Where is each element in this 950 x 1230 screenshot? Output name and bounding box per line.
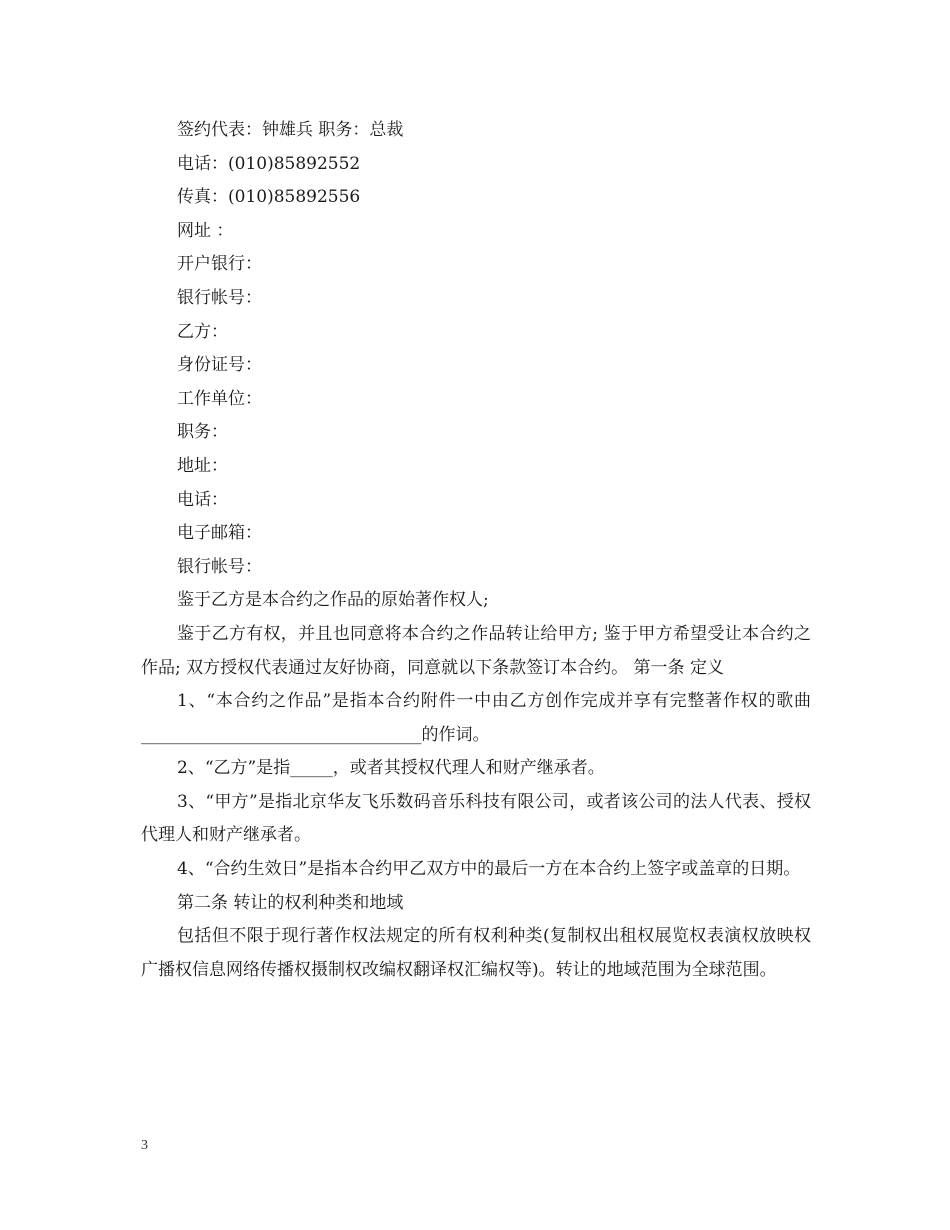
position-line: 职务： [177,422,228,443]
article-2-heading: 第二条 转让的权利种类和地域 [177,892,404,913]
party-b-line: 乙方： [177,321,228,342]
party-b-bank-account-line: 银行帐号： [177,556,262,577]
page-number: 3 [141,1138,148,1153]
id-number-line: 身份证号： [177,355,262,376]
fax-line: 传真：(010)85892556 [177,187,361,208]
recital-paragraph-2: 鉴于乙方有权，并且也同意将本合约之作品转让给甲方; 鉴于甲方希望受让本合约之作品; 双方授权代表通过友好协商，同意就以下条款签订本合约。 第一条 定义 [141,623,811,678]
phone-line: 电话：(010)85892552 [177,153,361,174]
employer-line: 工作单位： [177,388,262,409]
definition-paragraph-3: 3、“甲方”是指北京华友飞乐数码音乐科技有限公司，或者该公司的法人代表、授权代理人和财产继承者。 [141,791,811,846]
definition-paragraph-2: 2、“乙方”是指_____，或者其授权代理人和财产继承者。 [177,758,605,779]
definition-paragraph-1: 1、“本合约之作品”是指本合约附件一中由乙方创作完成并享有完整著作权的歌曲_________________________________的作词。 [141,691,811,745]
bank-line: 开户银行： [177,254,262,275]
recital-paragraph-1: 鉴于乙方是本合约之作品的原始著作权人; [177,590,489,611]
signatory-line: 签约代表：钟雄兵 职务：总裁 [177,120,404,140]
bank-account-line: 银行帐号： [177,287,262,308]
address-line: 地址： [177,455,228,476]
website-line: 网址 ： [177,220,234,241]
party-b-phone-line: 电话： [177,489,228,510]
article-2-body: 包括但不限于现行著作权法规定的所有权利种类(复制权出租权展览权表演权放映权广播权信息网络传播权摄制权改编权翻译权汇编权等)。转让的地域范围为全球范围。 [141,926,811,980]
definition-paragraph-4: 4、“合约生效日”是指本合约甲乙双方中的最后一方在本合约上签字或盖章的日期。 [177,859,801,880]
email-line: 电子邮箱： [177,523,262,544]
document-body [141,114,811,987]
